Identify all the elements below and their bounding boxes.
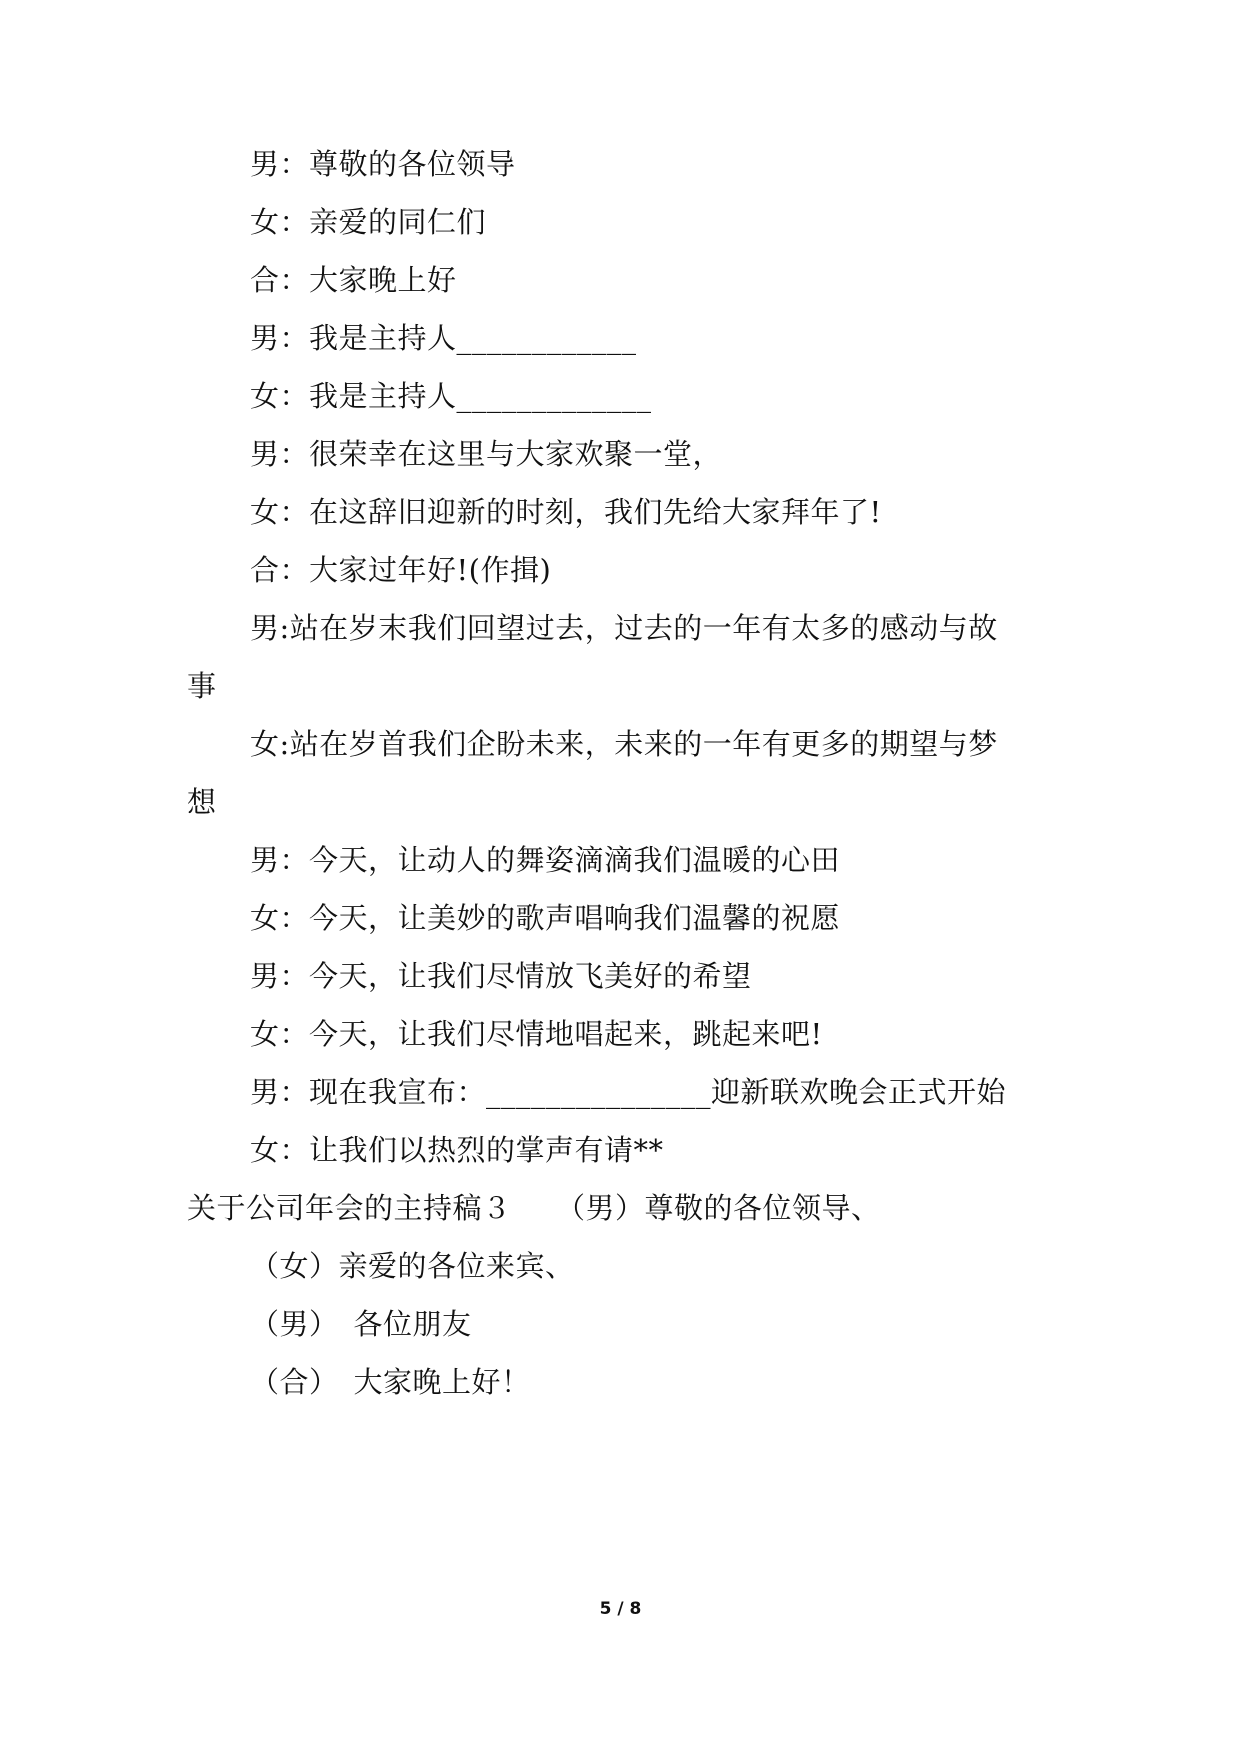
- script-line: 男：我是主持人____________: [250, 321, 637, 355]
- script-line: （男） 各位朋友: [250, 1307, 472, 1341]
- script-line: 女：让我们以热烈的掌声有请**: [250, 1133, 664, 1167]
- script-line: 合：大家晚上好: [250, 263, 457, 297]
- script-line: 男：很荣幸在这里与大家欢聚一堂，: [250, 437, 723, 471]
- script-line: 女:站在岁首我们企盼未来，未来的一年有更多的期望与梦: [250, 727, 998, 761]
- script-line: 男：今天，让动人的舞姿滴滴我们温暖的心田: [250, 843, 841, 877]
- script-line: 女：在这辞旧迎新的时刻，我们先给大家拜年了!: [250, 495, 882, 529]
- script-line: 合：大家过年好!(作揖): [250, 553, 552, 587]
- script-line: （女）亲爱的各位来宾、: [250, 1249, 575, 1283]
- script-line: 女：今天，让美妙的歌声唱响我们温馨的祝愿: [250, 901, 841, 935]
- script-line: 女：今天，让我们尽情地唱起来，跳起来吧!: [250, 1017, 823, 1051]
- script-line: 男:站在岁末我们回望过去，过去的一年有太多的感动与故: [250, 611, 998, 645]
- script-line: 男：今天，让我们尽情放飞美好的希望: [250, 959, 752, 993]
- section-heading-line: 关于公司年会的主持稿３ （男）尊敬的各位领导、: [187, 1191, 881, 1225]
- script-line-continuation: 想: [187, 785, 217, 819]
- script-line: 男：现在我宣布：_______________迎新联欢晚会正式开始: [250, 1075, 1007, 1109]
- script-line-continuation: 事: [187, 669, 217, 703]
- script-line: （合） 大家晚上好！: [250, 1365, 531, 1399]
- script-line: 女：我是主持人_____________: [250, 379, 652, 413]
- page-number: 5 / 8: [599, 1599, 642, 1619]
- script-line: 男：尊敬的各位领导: [250, 147, 516, 181]
- script-line: 女：亲爱的同仁们: [250, 205, 487, 239]
